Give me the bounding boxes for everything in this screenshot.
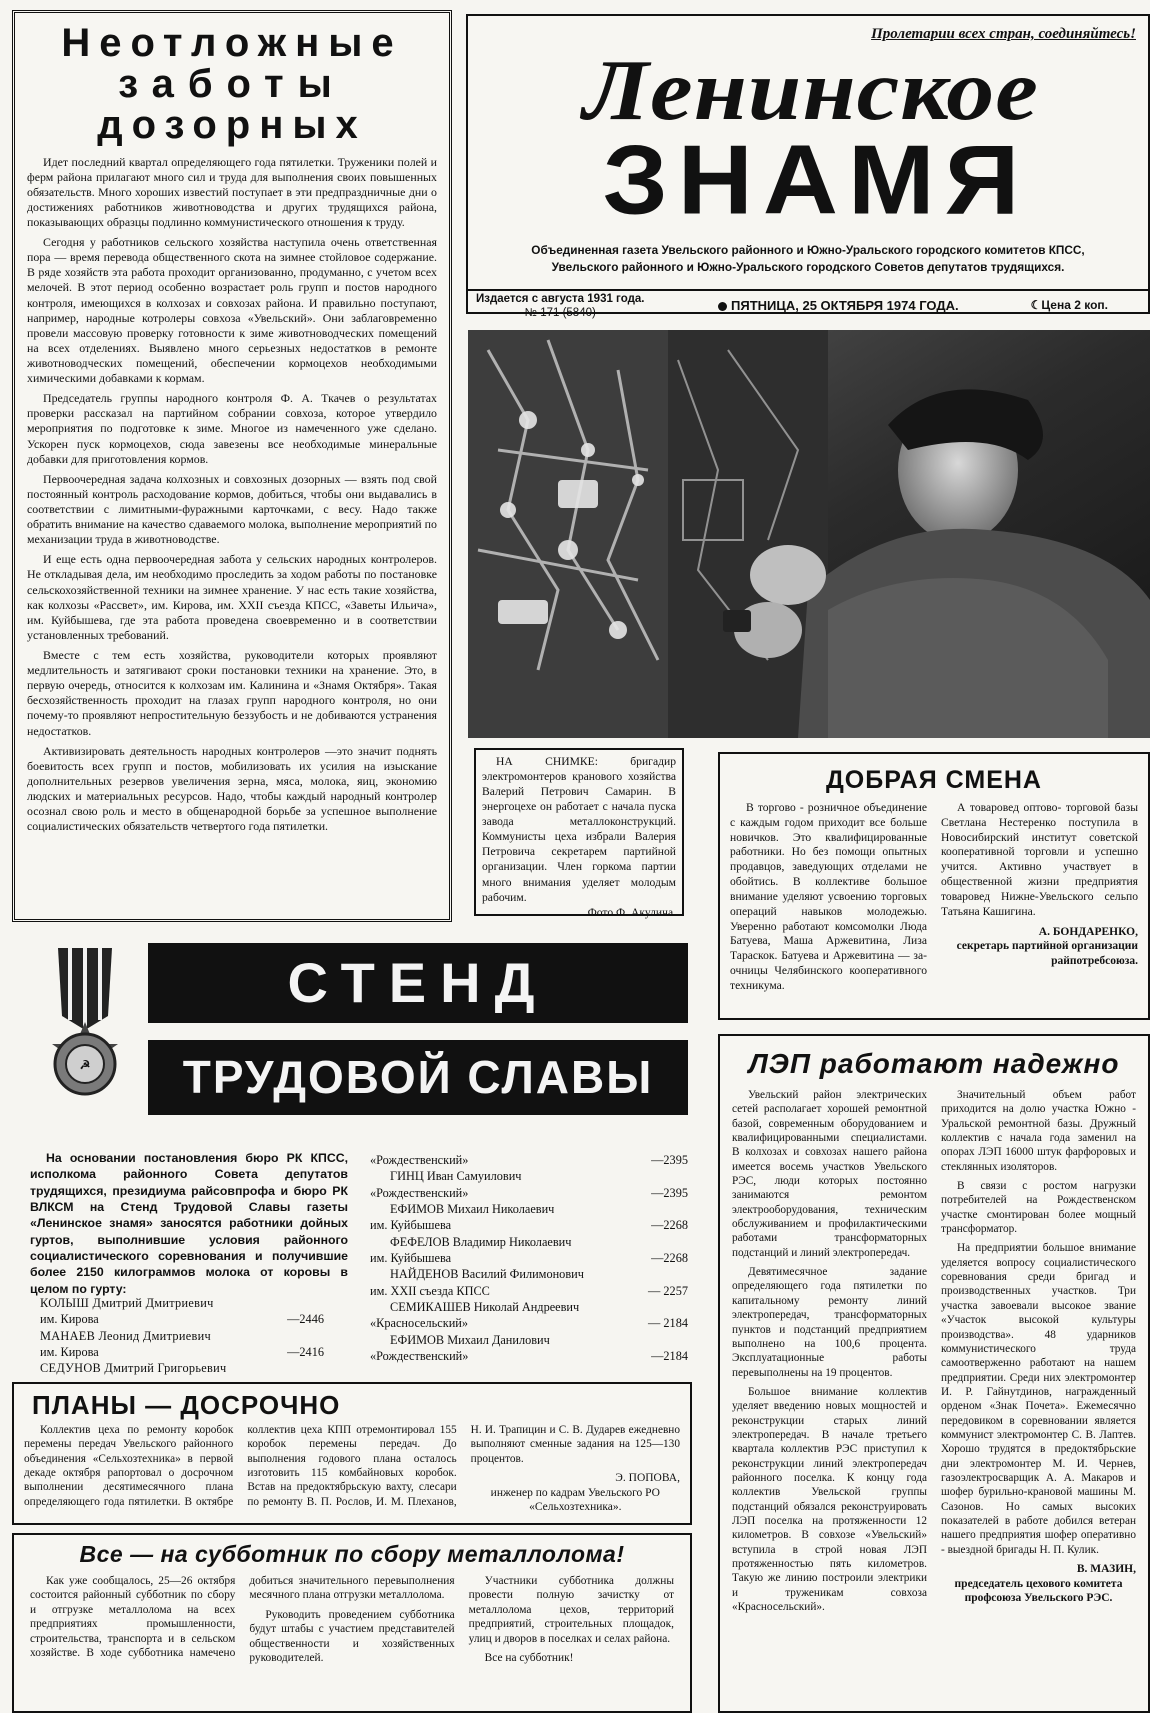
article-lep	[718, 1034, 1150, 1713]
article-dobraya-smena	[718, 752, 1150, 1020]
stend-intro: На основании постановления бюро РК КПСС, исполкома районного Совета депутатов трудящихся, президиума райсовпрофа и бюро РК ВЛКСМ на Стенд Трудовой Славы газеты «Ленинское знамя» заносятся работники дойных гуртов, выполнившие условия районного социалистического соревнования и получившие более 2150 килограммов молока от коровы в целом по гурту:	[30, 1151, 348, 1296]
lead-paragraph: Идет последний квартал определяющего года пятилетки. Труженики полей и ферм района прилагают много сил и труда для выполнения своих повышенных обязательств. Много хороших известий поступает в эти предпраздничные дни о достижениях работников животноводства и других трудящихся района, показывающих образцы подлинно коммунистического отношения к труду.	[27, 154, 437, 229]
lead-paragraph: И еще есть одна первоочередная забота у сельских народных контролеров. Не откладывая дела, им необходимо проследить за ходом работы по постановке сельскохозяйственной техники на зимнее хранение. У нас есть такие хозяйства, как колхозы «Рассвет», им. Кирова, им. XXII съезда КПСС, «Заветы Ильича», им. Куйбышева, где эта работа проведена своевременно и в соответствии установленных требований.	[27, 552, 437, 642]
issue-number: № 171 (5840)	[524, 306, 596, 319]
lead-article	[12, 10, 452, 922]
subbotnik-paragraph: Как уже сообщалось, 25—26 октября состоится районный субботник по сбору и отгрузке металлолома на всех предприятиях промышленности, строительства, транспорта и в сельском хозяйстве. В ходе субботника намечено добиться значительного перевыполнения месячного плана отгрузки металлолома.	[30, 1575, 455, 1660]
award-value: — 2184	[648, 1316, 688, 1331]
award-entry	[370, 1250, 688, 1266]
lead-paragraph: Первоочередная задача колхозных и совхозных дозорных — взять под свой постоянный контроль расходование кормов, добиться, чтобы они выдавались в соответствии с лимитными-фуражными карточками, с весу. Надо также обратить внимание на качество сдаваемого молока, выполнение мероприятий по механизации труда в животноводстве.	[27, 471, 437, 547]
award-farm: «Рождественский»	[370, 1153, 469, 1167]
award-value: —2395	[651, 1153, 688, 1167]
plany-author-title: инженер по кадрам Увельского РО «Сельхозтехника».	[490, 1486, 660, 1514]
issue-founded	[476, 293, 644, 321]
photo-caption-text: НА СНИМКЕ: бригадир электромонтеров кранового хозяйства Валерий Петрович Самарин. В энергоцехе он работает с начала пуска завода металлоконструкций. Коммунисты цеха избрали Валерия Петровича секретарем партийной организации. Член горкома партии много внимания уделяет молодым рабочим.	[482, 755, 676, 904]
lep-headline: ЛЭП работают надежно	[748, 1048, 1120, 1079]
award-entry	[370, 1168, 688, 1184]
masthead-subtitle	[488, 242, 1128, 275]
award-farm: им. XXII съезда КПСС	[370, 1283, 490, 1298]
subbotnik-paragraph: Все на субботник!	[484, 1652, 574, 1665]
stend-banner-top	[148, 943, 688, 1023]
subbotnik-paragraph: Участники субботника должны провести полную зачистку от металлолома цехов, территорий предприятий, строительных площадок, улиц и дворов в поселках и селах района.	[468, 1575, 674, 1645]
award-value: —2395	[651, 1185, 688, 1200]
stend-banner-bottom	[148, 1040, 688, 1115]
lep-body	[732, 1088, 1136, 1615]
award-value: —2416	[287, 1345, 324, 1360]
dobraya-author-title: секретарь партийной организации райпотребсоюза.	[956, 940, 1138, 968]
award-farm: «Рождественский»	[370, 1349, 469, 1364]
photo-caption	[474, 748, 684, 919]
award-name: СЕМИКАШЕВ Николай Андреевич	[390, 1300, 580, 1315]
lep-author: В. МАЗИН,	[1076, 1563, 1136, 1575]
stend-list-left	[30, 1295, 348, 1377]
masthead	[466, 14, 1150, 319]
issue-date	[718, 298, 959, 313]
award-name: КОЛЫШ Дмитрий Дмитриевич	[40, 1296, 214, 1310]
award-entry	[370, 1234, 688, 1250]
lead-headline-line: дозорных	[97, 103, 367, 148]
award-value: —2184	[651, 1349, 688, 1364]
newspaper-title-line1: Ленинское	[583, 41, 1039, 138]
lead-paragraph: Председатель группы народного контроля Ф. А. Ткачев о результатах проверки рассказал на партийном собрании совхоза, которое утвердило мероприятия по подготовке к зиме. Многое из намеченного уже сделано. Ускорен пуск кормоцехов, сюда завезены все необходимые минеральные добавки для приготовления кормов.	[27, 391, 437, 466]
award-value: —2446	[287, 1312, 324, 1327]
dobraya-author: А. БОНДАРЕНКО,	[1038, 925, 1138, 938]
issue-price	[1031, 298, 1108, 312]
order-medal-icon	[30, 946, 140, 1116]
lead-body	[27, 155, 437, 835]
lead-paragraph: Сегодня у работников сельского хозяйства наступила очень ответственная пора — время перевода общественного скота на зимнее стойловое содержание. В ряде хозяйств эта работа проходит организованно, продуманно, с учетом всех мелочей. В этот период особенно возрастает роль групп и постов народного контроля, имеющихся в колхозах и совхозах района. И правильно поступают, например, народные котролеры совхоза «Увельский». Они заблаговременно провели массовую проверку готовности к зиме животноводческих помещений на всех отделениях. Выявлено много серьезных недостатков в ремонте животноводческих помещений, обеспечении кормоцехов необходимыми химическими добавками к кормам.	[27, 235, 437, 386]
award-farm: им. Куйбышева	[370, 1218, 452, 1233]
issue-price-text: Цена 2 коп.	[1041, 298, 1108, 312]
lep-paragraph: Значительный объем работ приходится на долю участка Южно - Уральской ремонтной базы. Дружный коллектив с начала года заменил на опорах ЛЭП 16000 штук фарфоровых и стеклянных изоляторов.	[941, 1089, 1136, 1173]
award-name: СЕДУНОВ Дмитрий Григорьевич	[40, 1361, 227, 1376]
plany-headline: ПЛАНЫ — ДОСРОЧНО	[32, 1390, 341, 1420]
award-value: — 2257	[648, 1283, 688, 1298]
bullet-icon	[718, 302, 727, 311]
photo-image	[468, 330, 1150, 738]
subtitle-line: Увельского районного и Южно-Уральского городского Советов депутатов трудящихся.	[551, 259, 1065, 274]
award-entry	[370, 1348, 688, 1364]
founded-text: Издается с августа 1931 года.	[476, 293, 645, 305]
newspaper-title-line2: ЗНАМЯ	[602, 124, 1030, 236]
plany-body	[24, 1423, 680, 1533]
award-entry	[370, 1299, 688, 1315]
dobraya-paragraph: В торгово - розничное объединение с каждым годом приходит все больше новичков. Это квалифицированные работники. Но без помощи опытных продавцов, заведующих отделами не обойтись. В коллективе большое внимание уделяют усвоению торговых операций навыков молодежью. Уверенно работают комсомолки Люда Батуева, Маша Аржевитина, Лиза Тараскок. Батуева и Аржевитина — за-очницы Челябинского кооперативного техникума.	[730, 801, 927, 992]
subtitle-line: Объединенная газета Увельского районного и Южно-Уральского городского комитетов КПСС,	[531, 243, 1085, 257]
plany-author: Э. ПОПОВА,	[615, 1472, 680, 1485]
dobraya-paragraph: А товаровед оптово- торговой базы Светлана Нестеренко поступила в Новосибирский институт советской кооперативной торговли и успешно учится. Активно участвует в общественной жизни предприятия товаровед Нижне-Увельского сельпо Татьяна Кашигина.	[941, 801, 1138, 918]
medal-icon	[30, 946, 140, 1116]
award-entry	[370, 1201, 688, 1217]
award-name: ГИНЦ Иван Самуилович	[390, 1169, 522, 1184]
subbotnik-headline: Все — на субботник по сбору металлолома!	[79, 1541, 625, 1567]
award-name: ЕФИМОВ Михаил Данилович	[390, 1332, 550, 1347]
award-farm: им. Кирова	[40, 1345, 99, 1360]
svg-text:☭: ☭	[79, 1058, 91, 1072]
award-name: ФЕФЕЛОВ Владимир Николаевич	[390, 1234, 572, 1249]
photo-electrician	[468, 330, 1150, 738]
lep-paragraph: Увельский район электрических сетей располагает хорошей ремонтной базой, современным оборудованием и квалифицированными специалистами. В колхозах и совхозах нашего района имеется восемь участков Увельского РЭС, люди которых постоянно занимаются ремонтом электрооборудования, техническим обслуживанием и профилактическими работами трансформаторных подстанций и линий электропередач.	[732, 1089, 927, 1259]
lead-headline-line: Неотложные	[61, 21, 403, 65]
stend-body	[18, 1150, 690, 1376]
plany-paragraph: Коллектив цеха по ремонту коробок перемены передач Увельского районного объединения «Сельхозтехника» в первой декаде октября рапортовал о досрочном выполнении десятимесячного плана определяющего года пятилетки. В октябре коллектив цеха КПП отремонтировал 155 коробок перемены передач. До выполнения годового плана осталось изготовить 115 комбайновых коробок. Встав на предоктябрьскую вахту, слесари по ремонту В. П. Рослов, И. М. Плеханов, Н. И. Трапицин и С. В. Дударев ежедневно выполняют сменные задания на 125—130 процентов.	[24, 1424, 680, 1508]
award-farm: им. Кирова	[40, 1312, 99, 1327]
subbotnik-body	[30, 1574, 674, 1668]
article-subbotnik	[12, 1533, 692, 1713]
lead-paragraph: Активизировать деятельность народных контролеров —это значит поднять боевитость всех групп и постов, мобилизовать их усилия на изыскание дополнительных резервов увеличения зерна, мяса, молока, яиц, экономию людских и материальных ресурсов. Надо, чтобы каждый народный контролер осознал свою роль и место в общенародной борьбе за успешное выполнение социалистических обязательств четвертого года пятилетки.	[27, 743, 437, 834]
award-farm: «Рождественский»	[370, 1185, 469, 1200]
article-plany	[12, 1382, 692, 1525]
award-entry	[370, 1332, 688, 1348]
stend-banner-subtitle: ТРУДОВОЙ СЛАВЫ	[182, 1051, 654, 1103]
award-entry	[370, 1315, 688, 1331]
lep-paragraph: В связи с ростом нагрузки потребителей на Рождественском участке смонтирован более мощный трансформатор.	[941, 1180, 1136, 1236]
award-entry	[370, 1266, 688, 1282]
moon-icon: ☾	[1030, 298, 1042, 312]
award-farm: «Красносельский»	[370, 1316, 469, 1331]
lead-paragraph: Вместе с тем есть хозяйства, руководители которых проявляют медлительность и затягивают сроки постановки техники на хранение. Это, в первую очередь, относится к колхозам им. Калинина и «Знамя Октября». Такая бесхозяйственность проходит на глазах групп народного контроля, но они почему-то проявляют непростительную беззубость и не добиваются устранения недостатков.	[27, 647, 437, 738]
award-farm: им. Куйбышева	[370, 1251, 452, 1266]
lep-paragraph: Большое внимание коллектив уделяет введению новых мощностей и реконструкции старых линий электропередач. В начале третьего квартала коллектив РЭС приступил к реконструкции линий электропередач районного поселка. К концу года коллектив Увельской группы подстанций обязался реконструировать ЛЭП поселка на протяженности 12 километров. В совхозе «Увельский» вступила в строй новая ЛЭП протяженностью пять километров. Такую же линию построили электрики и труженикам совхоза «Красносельский».	[732, 1385, 927, 1614]
award-entry	[30, 1295, 348, 1328]
award-entry	[370, 1185, 688, 1201]
photo-credit: Фото Ф. Акулича.	[587, 905, 676, 919]
award-name: ЕФИМОВ Михаил Николаевич	[390, 1202, 555, 1217]
stend-list-right	[370, 1152, 688, 1364]
lep-paragraph: Девятимесячное задание определяющего года пятилетки по капитальному ремонту линий электропередач, трансформаторных пунктов и подстанций предприятием выполнено на 100,6 процента. Эксплуатационные работы перевыполнены на 19 процентов.	[732, 1266, 927, 1379]
award-entry	[370, 1152, 688, 1168]
award-value: —2268	[651, 1218, 688, 1233]
lep-paragraph: На предприятии большое внимание уделяется вопросу социалистического соревнования среди бригад и производственных участков. Три участка завоевали высокое звание «Участок высокой культуры производства». 48 ударников коммунистического труда самоотверженно работают на нашем предприятии. Среди них электромонтер И. Р. Гайнутдинов, награжденный орденом «Знак Почета». Ежемесячно передовиком в соревновании является коммунист электромонтер С. В. Лаптев. Хорошо трудятся в предоктябрьские дни электромонтер М. И. Чернев, газоэлектросварщик А. А. Макаров и шофер бурильно-крановой машины М. Сазонов. Но самых высоких показателей в работе добился ветеран нашего предприятия шофер оперативно - выездной бригады Н. П. Кулик.	[941, 1242, 1136, 1556]
award-name: НАЙДЕНОВ Василий Филимонович	[390, 1267, 584, 1282]
lead-headline	[27, 23, 437, 147]
award-entry	[370, 1283, 688, 1299]
stend-banner-title: СТЕНД	[287, 951, 549, 1014]
subbotnik-paragraph: Руководить проведением субботника будут штабы с участием представителей общественности и хозяйственных руководителей.	[249, 1608, 455, 1665]
award-entry	[30, 1328, 348, 1361]
lep-author-title: председатель цехового комитета профсоюза Увельского РЭС.	[954, 1577, 1123, 1605]
masthead-slogan: Пролетарии всех стран, соединяйтесь!	[871, 26, 1136, 42]
award-entry	[370, 1217, 688, 1233]
award-entry	[30, 1360, 348, 1376]
dobraya-headline: ДОБРАЯ СМЕНА	[825, 766, 1042, 794]
issue-date-text: ПЯТНИЦА, 25 ОКТЯБРЯ 1974 ГОДА.	[731, 298, 959, 313]
award-name: МАНАЕВ Леонид Дмитриевич	[40, 1328, 211, 1343]
award-value: —2268	[651, 1251, 688, 1266]
issue-info-row	[468, 289, 1148, 318]
lead-headline-line: заботы	[118, 62, 346, 107]
dobraya-body	[730, 801, 1138, 994]
